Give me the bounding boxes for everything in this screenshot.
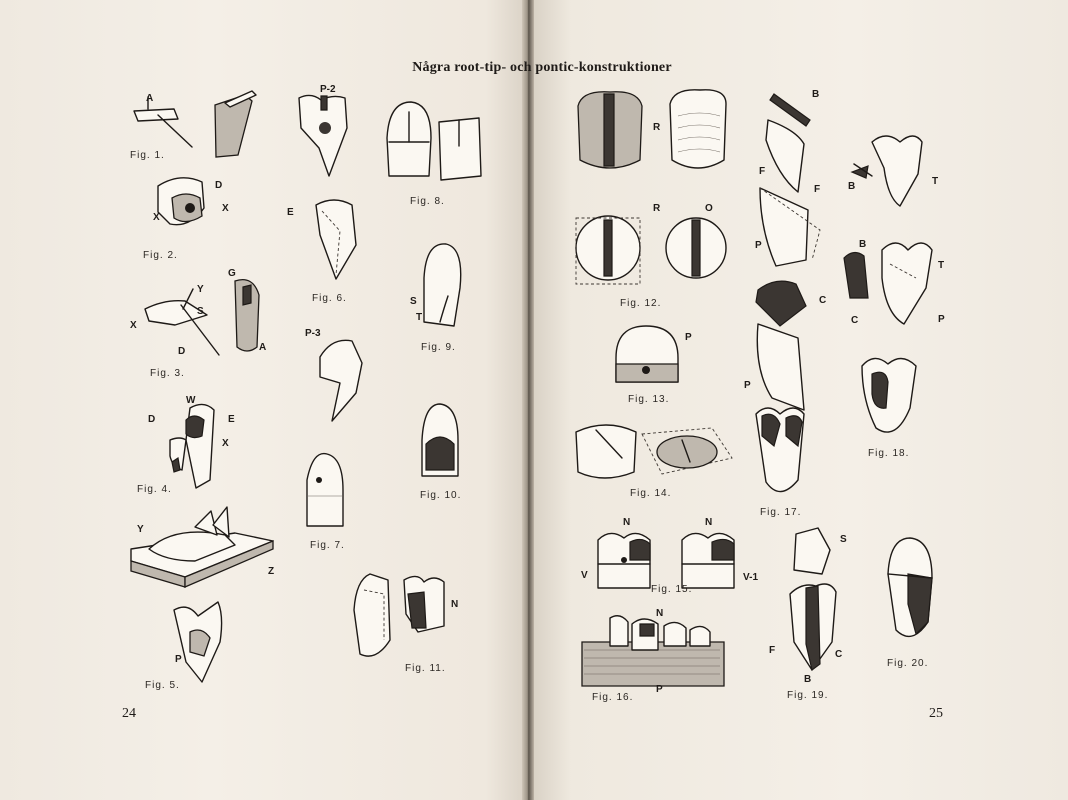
- fig-8-illustration: [383, 98, 483, 183]
- label: B: [812, 89, 820, 100]
- label: P: [744, 380, 751, 391]
- label: F: [769, 645, 776, 656]
- label: P-3: [305, 328, 321, 339]
- running-head: Några root-tip- och pontic-konstruktioner: [412, 60, 672, 75]
- label: C: [819, 295, 827, 306]
- label: V-1: [743, 572, 759, 583]
- label: P: [938, 314, 945, 325]
- label: R: [653, 203, 661, 214]
- figure-caption: Fig. 7.: [310, 540, 345, 551]
- label: X: [130, 320, 137, 331]
- label: P: [175, 654, 182, 665]
- label: Y: [137, 524, 144, 535]
- label: N: [451, 599, 459, 610]
- figure-caption: Fig. 6.: [312, 293, 347, 304]
- label: X: [222, 438, 229, 449]
- label: B: [848, 181, 856, 192]
- figure-caption: Fig. 12.: [620, 298, 662, 309]
- label: W: [186, 395, 196, 406]
- figure-caption: Fig. 10.: [420, 490, 462, 501]
- label: X: [222, 203, 229, 214]
- figure-caption: Fig. 5.: [145, 680, 180, 691]
- fig-10-illustration: [418, 400, 464, 480]
- book-gutter: [522, 0, 534, 800]
- label: G: [228, 268, 236, 279]
- label: E: [228, 414, 235, 425]
- page-number: 24: [122, 706, 136, 721]
- label: R: [653, 122, 661, 133]
- label: T: [416, 312, 423, 323]
- label: T: [938, 260, 945, 271]
- fig-16-illustration: [580, 612, 730, 692]
- label: N: [623, 517, 631, 528]
- fig-7-illustration: [303, 450, 349, 530]
- label: B: [859, 239, 867, 250]
- fig-p3-illustration: [312, 333, 372, 423]
- fig-11-illustration: [348, 570, 458, 665]
- figure-caption: Fig. 13.: [628, 394, 670, 405]
- fig-20-illustration: [882, 534, 942, 644]
- label: E: [287, 207, 294, 218]
- fig-17-illustration: [752, 80, 832, 500]
- figure-caption: Fig. 4.: [137, 484, 172, 495]
- figure-caption: Fig. 8.: [410, 196, 445, 207]
- figure-caption: Fig. 18.: [868, 448, 910, 459]
- label: T: [932, 176, 939, 187]
- label: C: [835, 649, 843, 660]
- page-number: 25: [929, 706, 943, 721]
- label: N: [705, 517, 713, 528]
- label: A: [146, 93, 154, 104]
- figure-caption: Fig. 3.: [150, 368, 185, 379]
- fig-6-illustration: [300, 195, 360, 285]
- figure-caption: Fig. 9.: [421, 342, 456, 353]
- fig-y-z-illustration: [125, 505, 275, 590]
- label: A: [259, 342, 267, 353]
- label: D: [178, 346, 186, 357]
- fig-5-illustration: [168, 602, 238, 682]
- label: V: [581, 570, 588, 581]
- figure-caption: Fig. 1.: [130, 150, 165, 161]
- label: S: [410, 296, 417, 307]
- figure-caption: Fig. 11.: [405, 663, 446, 674]
- label: Z: [268, 566, 275, 577]
- figure-caption: Fig. 17.: [760, 507, 802, 518]
- label: S: [197, 306, 204, 317]
- fig-13-illustration: [610, 322, 690, 387]
- figure-caption: Fig. 16.: [592, 692, 634, 703]
- fig-14-illustration: [572, 418, 742, 483]
- fig-3-illustration: [135, 275, 275, 365]
- label: P: [685, 332, 692, 343]
- label: X: [153, 212, 160, 223]
- label: N: [656, 608, 664, 619]
- label: O: [705, 203, 713, 214]
- label: S: [840, 534, 847, 545]
- figure-caption: Fig. 15.: [651, 584, 693, 595]
- label: P: [656, 684, 663, 695]
- label: D: [215, 180, 223, 191]
- figure-caption: Fig. 14.: [630, 488, 672, 499]
- figure-caption: Fig. 2.: [143, 250, 178, 261]
- label: C: [851, 315, 859, 326]
- label: P: [755, 240, 762, 251]
- label: Y: [197, 284, 204, 295]
- fig-18-illustration: [842, 128, 945, 448]
- label: F: [814, 184, 821, 195]
- fig-p2-illustration: [295, 88, 355, 178]
- figure-caption: Fig. 19.: [787, 690, 829, 701]
- figure-caption: Fig. 20.: [887, 658, 929, 669]
- label: F: [759, 166, 766, 177]
- label: D: [148, 414, 156, 425]
- label: P-2: [320, 84, 336, 95]
- label: B: [804, 674, 812, 685]
